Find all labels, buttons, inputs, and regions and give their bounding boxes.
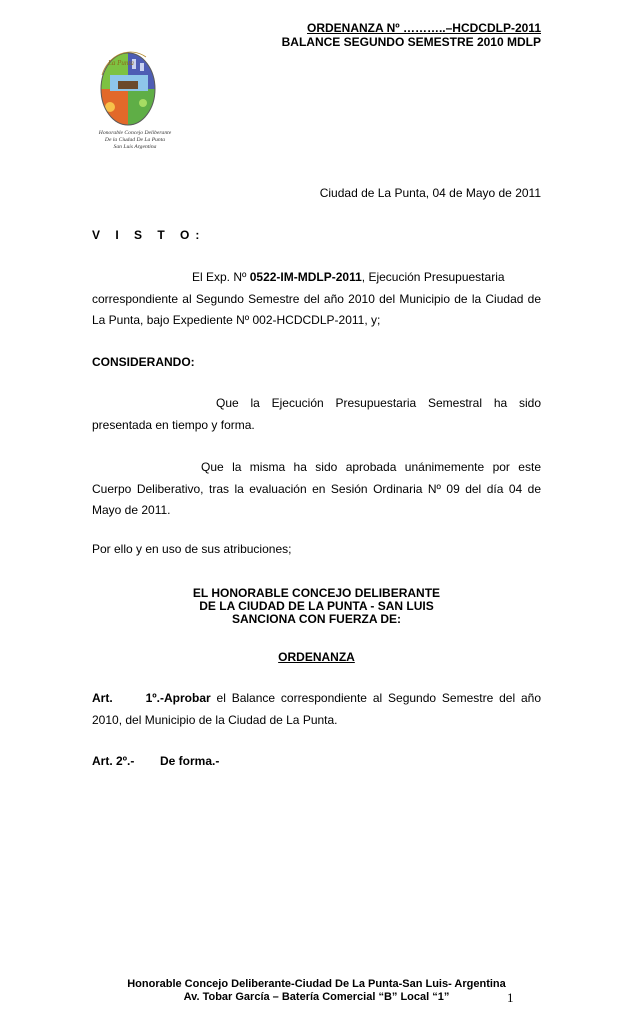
article-verb: Aprobar bbox=[164, 691, 211, 705]
sanction-line: SANCIONA CON FUERZA DE: bbox=[231, 612, 402, 626]
article-label: Art. 1º.- bbox=[92, 691, 164, 705]
considerando-text: presentada en tiempo y forma. bbox=[92, 417, 255, 432]
footer-address: Av. Tobar García – Batería Comercial “B” Local “1” bbox=[183, 991, 450, 1003]
ordinance-number-header: ORDENANZA Nº ………..–HCDCDLP-2011 bbox=[307, 21, 541, 35]
sanction-block bbox=[92, 587, 541, 626]
footer-line: Honorable Concejo Deliberante-Ciudad De La Punta-San Luis- Argentina bbox=[127, 978, 506, 990]
article-1 bbox=[92, 688, 541, 731]
logo-caption-line: Honorable Concejo Deliberante bbox=[98, 130, 172, 136]
council-logo bbox=[88, 45, 178, 195]
article-text: 2010, del Municipio de la Ciudad de La Punta. bbox=[92, 712, 338, 727]
page-number: 1 bbox=[507, 990, 514, 1005]
article-label: Art. 2º.- bbox=[92, 754, 135, 768]
visto-text: , Ejecución Presupuestaria bbox=[361, 270, 505, 284]
visto-text: correspondiente al Segundo Semestre del año 2010 del Municipio de la Ciudad de bbox=[92, 291, 541, 306]
logo-caption-line: San Luis Argentina bbox=[113, 144, 157, 150]
article-text: De forma.- bbox=[160, 754, 220, 768]
visto-paragraph bbox=[92, 267, 541, 332]
visto-text: La Punta, bajo Expediente Nº 002-HCDCDLP-2011, y; bbox=[92, 313, 381, 327]
date-line: Ciudad de La Punta, 04 de Mayo de 2011 bbox=[319, 186, 541, 200]
ordinance-subject-header: BALANCE SEGUNDO SEMESTRE 2010 MDLP bbox=[281, 35, 541, 49]
article-text: el Balance correspondiente al Segundo Semestre del año bbox=[210, 691, 541, 705]
ordenanza-heading: ORDENANZA bbox=[278, 650, 355, 664]
considerando-text: Cuerpo Deliberativo, tras la evaluación en Sesión Ordinaria Nº 09 del día 04 de bbox=[92, 481, 541, 496]
article-2 bbox=[92, 754, 219, 768]
logo-arc-text: La Punta bbox=[108, 59, 134, 67]
considerando-paragraph-2 bbox=[92, 457, 541, 522]
considerando-text: Que la misma ha sido aprobada unánimemente por este bbox=[201, 460, 541, 474]
sanction-line: DE LA CIUDAD DE LA PUNTA - SAN LUIS bbox=[199, 599, 434, 613]
considerando-heading: CONSIDERANDO: bbox=[92, 355, 195, 369]
por-ello-line: Por ello y en uso de sus atribuciones; bbox=[92, 542, 292, 556]
visto-text: El Exp. Nº bbox=[192, 270, 250, 284]
considerando-text: Que la Ejecución Presupuestaria Semestral ha sido bbox=[216, 396, 541, 410]
considerando-text: Mayo de 2011. bbox=[92, 503, 171, 517]
logo-caption-line: De la Ciudad De La Punta bbox=[104, 137, 166, 143]
considerando-paragraph-1 bbox=[92, 393, 541, 436]
sanction-line: EL HONORABLE CONCEJO DELIBERANTE bbox=[192, 586, 441, 600]
council-emblem-icon bbox=[88, 45, 178, 135]
visto-heading: V I S T O: bbox=[92, 228, 206, 242]
expediente-number: 0522-IM-MDLP-2011 bbox=[249, 270, 362, 284]
logo-caption bbox=[96, 130, 174, 151]
